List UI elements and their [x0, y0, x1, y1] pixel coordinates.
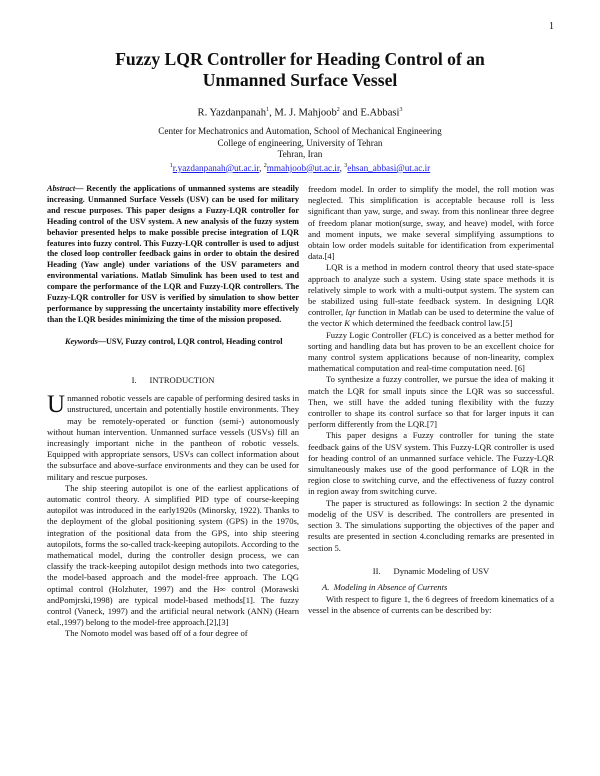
page-number: 1	[549, 21, 554, 32]
keywords-label: Keywords	[65, 336, 98, 346]
intro-paragraph-2: The ship steering autopilot is one of the earliest applications of automatic control theory. A simplified PID type of course-keeping autopilot was introduced in the early1920s (Minorsky, 1922). Thanks to the deployment of the global positioning system (GPS) in the 1970s, integration of the positional data from the GPS, into ship steering autopilots, forms the so-called track-keeping autopilots. According to the mathematical model, during the controller design process, we can classify the track-keeping autopilot design methods into two categories, the model-based approach and the model-free approach. The LQG optimal control (Holzhuter, 1997) and the H∞ control (Morawski andPomjrski,1998) are typical model-based methods[1]. The fuzzy control (Vaneck, 1997) and the artificial neural network (ANN) (Hearn etal.,1997) belong to the model-free approach.[2],[3]	[47, 482, 299, 628]
section-2-numeral: II.	[372, 565, 381, 576]
keywords	[47, 336, 299, 347]
lqr-function-name: lqr	[345, 307, 356, 318]
email-line	[60, 161, 540, 175]
right-paragraph-2-b: function in Matlab can be used to determine the value of the vector	[308, 307, 554, 329]
section-2-title: Dynamic Modeling of USV	[393, 565, 490, 576]
email-2-sup: 2	[263, 162, 267, 169]
intro-paragraph-3: The Nomoto model was based off of a four degree of	[65, 628, 248, 639]
left-column	[47, 184, 299, 640]
section-heading-introduction	[47, 375, 299, 386]
title-line-2: Unmanned Surface Vessel	[202, 70, 398, 90]
right-paragraph-6: The paper is structured as followings: In section 2 the dynamic modelig of the USV is described. The controllers are presented in section 3. The simulations supporting the objectives of the paper and results are presented in section 4.concluding remarks are presented in section 5.	[308, 497, 554, 553]
section-title-rest: NTRODUCTION	[152, 374, 215, 385]
keywords-text: —USV, Fuzzy control, LQR control, Heading control	[97, 336, 283, 346]
author-2-sup: 2	[336, 107, 340, 113]
title-line-1: Fuzzy LQR Controller for Heading Control of an	[115, 49, 485, 69]
email-link-1[interactable]: r.yazdanpanah@ut.ac.ir	[172, 162, 260, 173]
right-paragraph-5: This paper designs a Fuzzy controller for tuning the state feedback gains of the USV system. This Fuzzy-LQR controller is used for heading control of an unmanned surface vehicle. The Fuzzy-LQR simultaneously makes use of the good performance of LQR in the region close to switching curve, and the effectiveness of fuzzy control in region away from switching curve.	[308, 430, 554, 497]
email-3-sup: 3	[344, 162, 348, 169]
vector-k: K	[344, 318, 351, 329]
right-paragraph-2	[308, 262, 554, 329]
subsection-title: Modeling in Absence of Currents	[333, 581, 448, 592]
section-heading-dynamic-modeling	[308, 566, 554, 577]
drop-cap: U	[47, 391, 66, 419]
author-2: , M. J. Mahjoob	[269, 107, 337, 119]
abstract-label: Abstract	[47, 184, 76, 193]
email-link-2[interactable]: mmahjoob@ut.ac.ir	[266, 162, 340, 173]
right-paragraph-2-a: LQR is a method in modern control theory that used state-space approach to analyze such a system. Using state space methods it is relatively simple to work with a multi-output system. The system can be stabilized using full-state feedback system. In designing LQR controller,	[308, 262, 554, 318]
affiliation	[60, 126, 540, 174]
affiliation-line-1: Center for Mechatronics and Automation, School of Mechanical Engineering	[158, 126, 442, 136]
email-sep-1: ,	[259, 162, 264, 173]
author-3-sup: 3	[399, 107, 403, 113]
email-sep-2: ,	[339, 162, 345, 173]
affiliation-line-2: College of engineering, University of Tehran	[217, 137, 383, 148]
paper-title	[60, 49, 540, 91]
abstract	[47, 184, 299, 326]
right-paragraph-2-c: which determined the feedback control law.[5]	[350, 318, 513, 329]
right-paragraph-7: With respect to figure 1, the 6 degrees of freedom kinematics of a vessel in the absence of currents can be described by:	[308, 594, 554, 616]
author-list	[60, 107, 540, 119]
author-1-sup: 1	[266, 107, 270, 113]
section-title-first: I	[149, 374, 153, 385]
author-3: and E.Abbasi	[339, 107, 400, 119]
intro-paragraph-1-text: nmanned robotic vessels are capable of performing desired tasks in unstructured, uncertain and potentially hostile environments. They may be remotely-operated or function (semi-) autonomously without human intervention. Unmanned surface vessels (USVs) fill an increasingly important niche in the pantheon of robotic vessels. Equipped with appropriate sensors, USVs can collect information about the subsurface and above-surface environments and they can be used for military and rescue purposes.	[47, 393, 299, 482]
right-column	[308, 184, 554, 617]
intro-paragraph-1	[47, 393, 299, 483]
right-paragraph-4: To synthesize a fuzzy controller, we pursue the idea of making it match the LQR for small inputs since the LQR was so successful. Then, we still have the added tuning flexibility with the fuzzy controller to shape its control surface so that for larger inputs it can perform differently from the LQR.[7]	[308, 374, 554, 430]
section-numeral: I.	[131, 374, 137, 385]
abstract-text: — Recently the applications of unmanned systems are steadily increasing. Unmanned Surface Vessels (USV) can be used for military and rescue purposes. This paper designs a Fuzzy-LQR controller for Heading control of the USV system. A new analysis of the fuzzy system behavior presented helps to make possible precise integration of LQR features into fuzzy control. This Fuzzy-LQR controller is used to adjust the closed loop controller feedback gains in order to obtain the desired Heading (Yaw angle) under variations of the USV parameters and environmental variations. Matlab Simulink has been used to test and compare the performance of the LQR and Fuzzy-LQR controllers. The Fuzzy-LQR controller for USV is verified by simulation to show better performance by suppressing the uncertainty instability more effectively than the LQR besides minimizing the time of the mission proposed.	[47, 184, 299, 324]
right-paragraph-1: freedom model. In order to simplify the model, the roll motion was neglected. This simplification is acceptable because roll is less significant than yaw, surge, and sway. from this nonlinear three degree of freedom planar motion(surge, sway, and heave) model, with force and moment inputs, we make several simplifying assumptions to obtain low order models suitable for identification from experimental data.[4]	[308, 184, 554, 262]
subsection-heading	[322, 582, 554, 593]
email-1-sup: 1	[169, 162, 173, 169]
right-paragraph-3: Fuzzy Logic Controller (FLC) is conceived as a better method for sorting and handling data but has proven to be an excellent choice for many control system applications because of non-linearity, complex mathematical computation and real-time computation need. [6]	[308, 329, 554, 374]
affiliation-line-3: Tehran, Iran	[277, 149, 323, 160]
subsection-label: A.	[322, 581, 330, 592]
author-1: R. Yazdanpanah	[197, 107, 267, 119]
email-link-3[interactable]: ehsan_abbasi@ut.ac.ir	[347, 162, 431, 173]
